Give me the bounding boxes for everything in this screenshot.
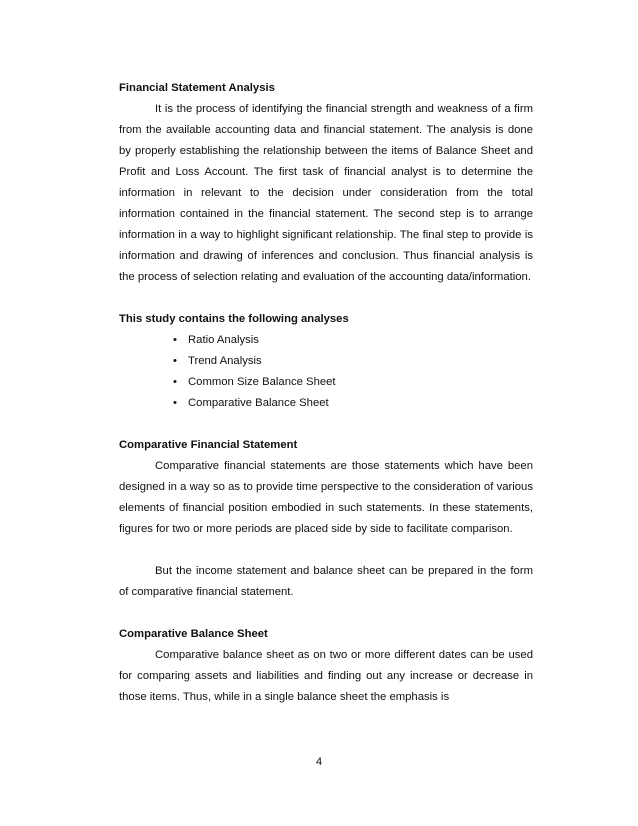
page-content bbox=[119, 78, 533, 708]
analyses-bullet-list bbox=[119, 330, 533, 414]
paragraph-income-statement-balance-sheet: But the income statement and balance sheet can be prepared in the form of comparative financial statement. bbox=[119, 565, 533, 598]
bullet-item-common-size-balance-sheet bbox=[173, 372, 533, 393]
paragraph-financial-statement-analysis: It is the process of identifying the financial strength and weakness of a firm from the available accounting data and financial statement. The analysis is done by properly establishing the relationship between the items of Balance Sheet and Profit and Loss Account. The first task of financial analyst is to determine the information in relevant to the decision under consideration from the total information contained in the financial statement. The second step is to arrange information in a way to highlight significant relationship. The final step to provide is information and drawing of inferences and conclusion. Thus financial analysis is the process of selection relating and evaluation of the accounting data/information. bbox=[119, 103, 533, 283]
bullet-item-ratio-analysis bbox=[173, 330, 533, 351]
page-number: 4 bbox=[315, 756, 323, 768]
bullet-item-trend-analysis bbox=[173, 351, 533, 372]
section-heading-financial-statement-analysis: Financial Statement Analysis bbox=[119, 82, 275, 94]
bullet-icon: • bbox=[173, 334, 177, 346]
section-heading-comparative-balance-sheet: Comparative Balance Sheet bbox=[119, 628, 268, 640]
bullet-icon: • bbox=[173, 397, 177, 409]
section-heading-comparative-financial-statement: Comparative Financial Statement bbox=[119, 439, 298, 451]
spacer bbox=[119, 414, 533, 435]
bullet-item-label: Comparative Balance Sheet bbox=[188, 397, 329, 409]
spacer bbox=[119, 288, 533, 309]
spacer bbox=[119, 540, 533, 561]
bullet-item-comparative-balance-sheet bbox=[173, 393, 533, 414]
bullet-icon: • bbox=[173, 355, 177, 367]
bullet-icon: • bbox=[173, 376, 177, 388]
spacer bbox=[119, 603, 533, 624]
bullet-item-label: Common Size Balance Sheet bbox=[188, 376, 336, 388]
section-heading-study-analyses: This study contains the following analyses bbox=[119, 313, 349, 325]
paragraph-comparative-financial-statement: Comparative financial statements are those statements which have been designed in a way so as to provide time perspective to the consideration of various elements of financial position embodied in such statements. In these statements, figures for two or more periods are placed side by side to facilitate comparison. bbox=[119, 460, 533, 535]
paragraph-comparative-balance-sheet: Comparative balance sheet as on two or more different dates can be used for comparing assets and liabilities and finding out any increase or decrease in those items. Thus, while in a single balance sheet the emphasis is bbox=[119, 649, 533, 703]
bullet-item-label: Trend Analysis bbox=[188, 355, 262, 367]
bullet-item-label: Ratio Analysis bbox=[188, 334, 259, 346]
